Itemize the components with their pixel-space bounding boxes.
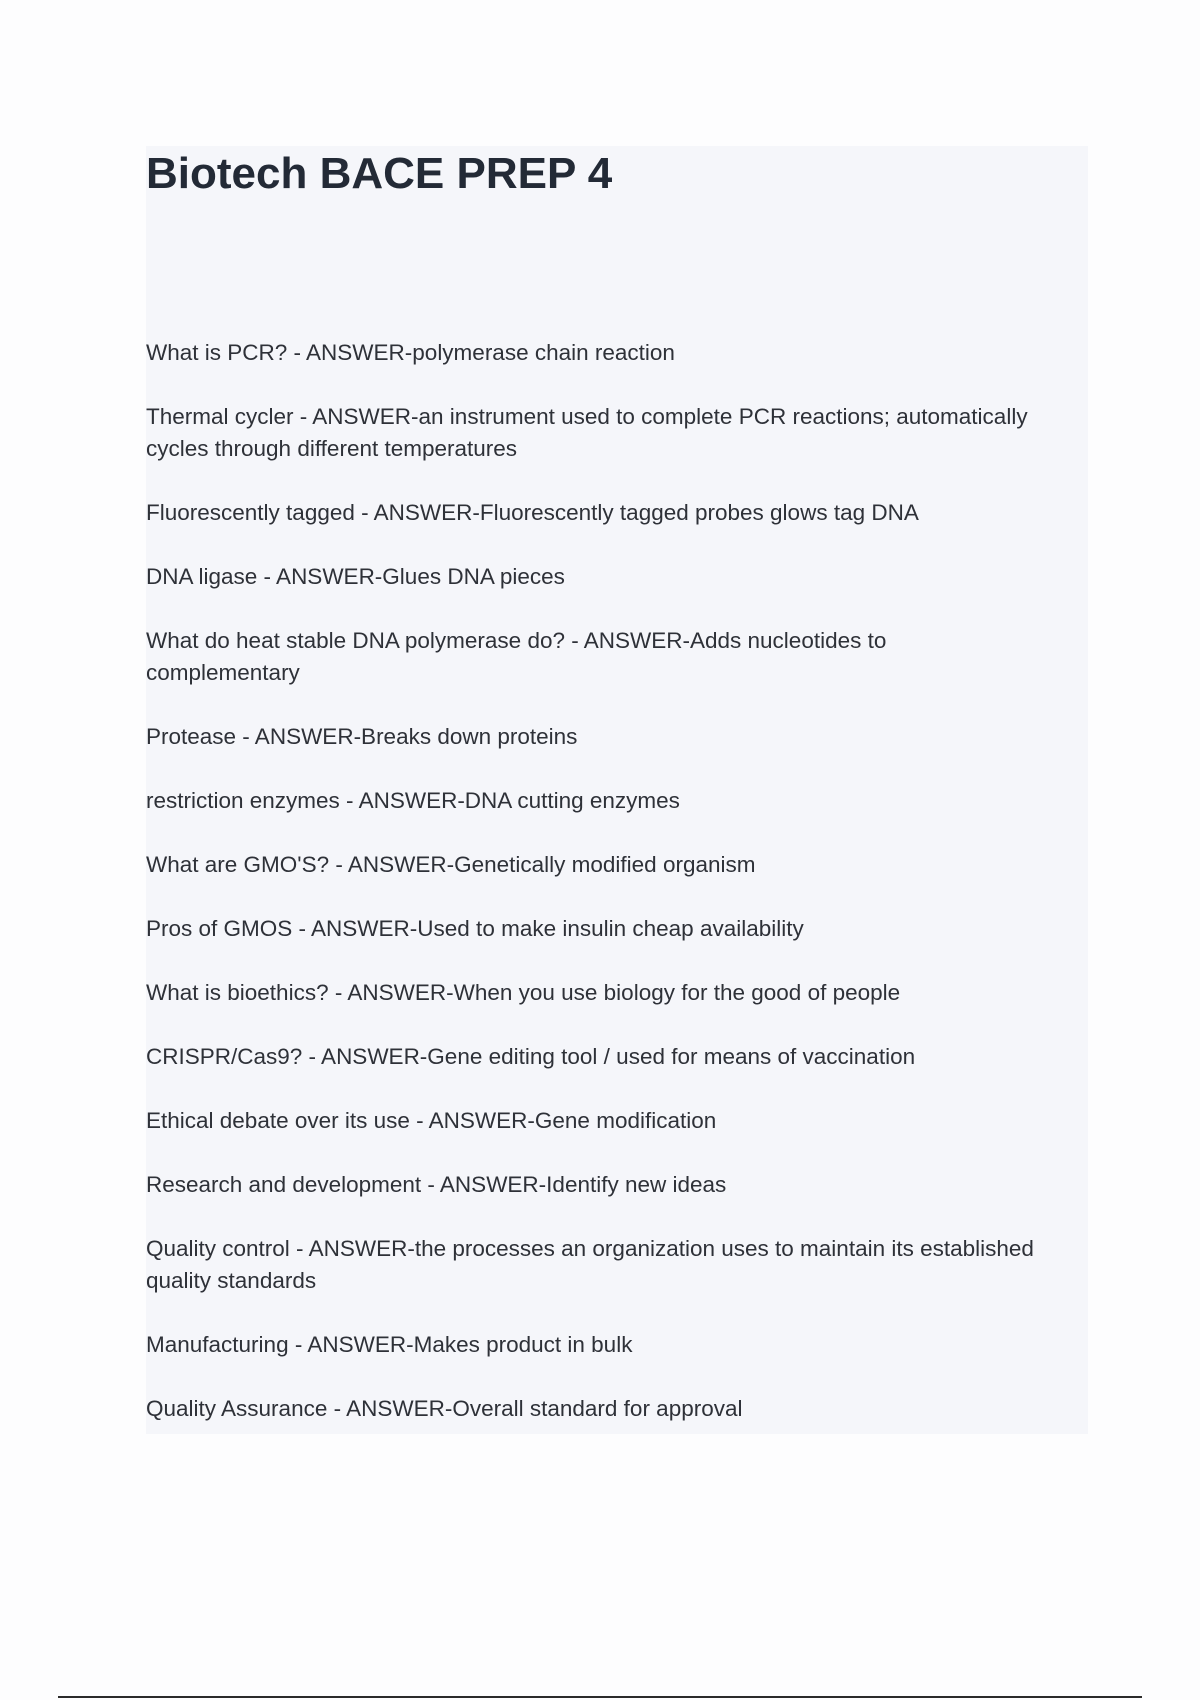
footer-rule — [58, 1696, 1142, 1698]
qa-item: What do heat stable DNA polymerase do? - ANSWER-Adds nucleotides to complementary — [146, 628, 887, 685]
qa-item: Manufacturing - ANSWER-Makes product in bulk — [146, 1332, 633, 1357]
qa-item: restriction enzymes - ANSWER-DNA cutting enzymes — [146, 788, 680, 813]
qa-item: What are GMO'S? - ANSWER-Genetically modified organism — [146, 852, 756, 877]
qa-item: Quality control - ANSWER-the processes an organization uses to maintain its established quality standards — [146, 1236, 1034, 1293]
qa-list — [146, 337, 1046, 1457]
qa-item: What is bioethics? - ANSWER-When you use biology for the good of people — [146, 980, 901, 1005]
qa-item: What is PCR? - ANSWER-polymerase chain reaction — [146, 340, 675, 365]
qa-item: Research and development - ANSWER-Identify new ideas — [146, 1172, 727, 1197]
qa-item: Thermal cycler - ANSWER-an instrument used to complete PCR reactions; automatically cycles through different temperatures — [146, 404, 1028, 461]
qa-item: Fluorescently tagged - ANSWER-Fluorescently tagged probes glows tag DNA — [146, 500, 919, 525]
qa-item: Ethical debate over its use - ANSWER-Gene modification — [146, 1108, 717, 1133]
qa-item: CRISPR/Cas9? - ANSWER-Gene editing tool / used for means of vaccination — [146, 1044, 916, 1069]
qa-item: DNA ligase - ANSWER-Glues DNA pieces — [146, 564, 565, 589]
qa-item: Protease - ANSWER-Breaks down proteins — [146, 724, 578, 749]
qa-item: Pros of GMOS - ANSWER-Used to make insulin cheap availability — [146, 916, 804, 941]
document-title: Biotech BACE PREP 4 — [146, 149, 613, 198]
qa-item: Quality Assurance - ANSWER-Overall standard for approval — [146, 1396, 743, 1421]
